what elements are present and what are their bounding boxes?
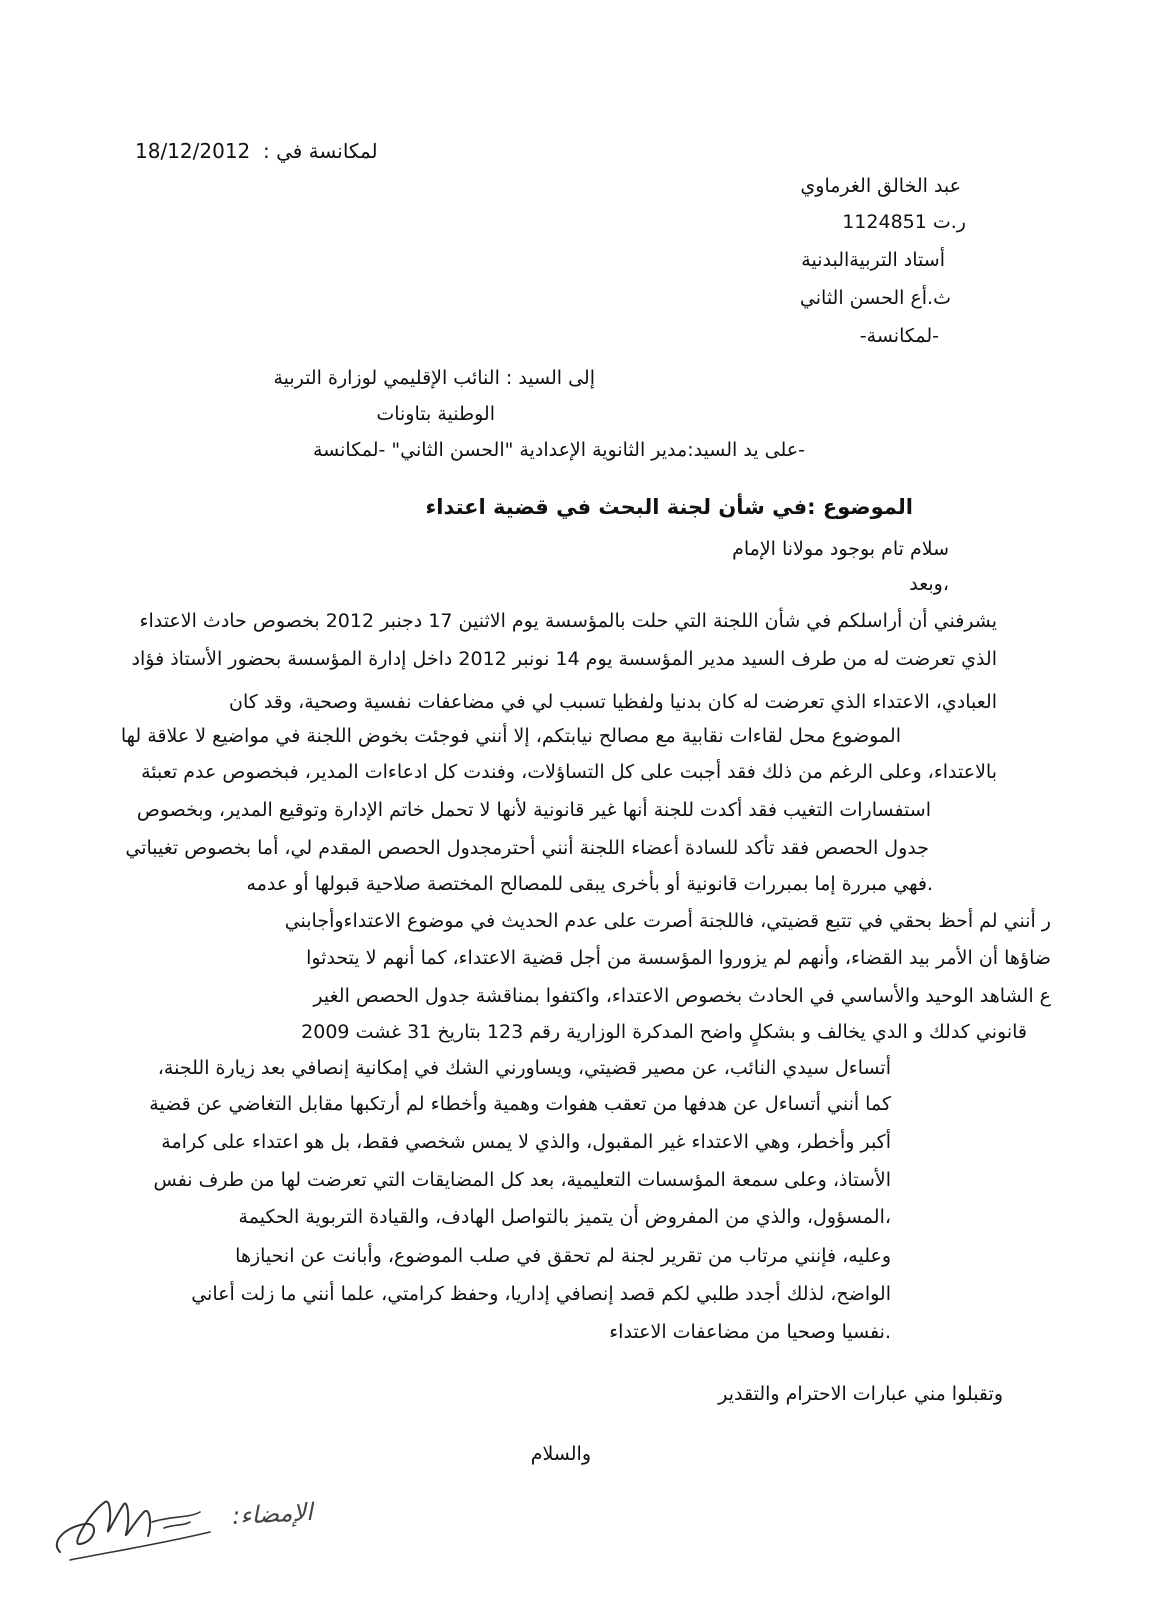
body-line: وعليه، فإنني مرتاب من تقرير لجنة لم تحقق في صلب الموضوع، وأبانت عن انحيازها xyxy=(235,1245,891,1267)
signature-label: الإمضاء: xyxy=(231,1497,314,1531)
body-line: ع الشاهد الوحيد والأساسي في الحادث بخصوص الاعتداء، واكتفوا بمناقشة جدول الحصص الغير xyxy=(313,985,1051,1007)
body-line: الواضح، لذلك أجدد طلبي لكم قصد إنصافي إداريا، وحفظ كرامتي، علما أنني ما زلت أعاني xyxy=(191,1283,891,1305)
opening: ،وبعد xyxy=(909,573,949,595)
body-line: جدول الحصص فقد تأكد للسادة أعضاء اللجنة أنني أحترمجدول الحصص المقدم لي، أما بخصوص تغيباتي xyxy=(125,837,929,859)
date-value: 18/12/2012 xyxy=(135,139,251,163)
body-line: أكبر وأخطر، وهي الاعتداء غير المقبول، والذي لا يمس شخصي فقط، بل هو اعتداء على كرامة xyxy=(161,1131,891,1153)
body-line: الموضوع محل لقاءات نقابية مع مصالح نيابتكم، إلا أنني فوجئت بخوض اللجنة في مواضيع لا علاقة لها xyxy=(120,725,901,747)
body-line: بالاعتداء، وعلى الرغم من ذلك فقد أجبت على كل التساؤلات، وفندت كل ادعاءات المدير، فبخصوص عدم تعبئة xyxy=(141,761,997,783)
subject-line: الموضوع :في شأن لجنة البحث في قضية اعتداء xyxy=(425,495,913,519)
body-line: ر أنني لم أحظ بحقي في تتبع قضيتي، فاللجنة أصرت على عدم الحديث في موضوع الاعتداءوأجابني xyxy=(284,910,1051,932)
body-line: ،المسؤول، والذي من المفروض أن يتميز بالتواصل الهادف، والقيادة التربوية الحكيمة xyxy=(238,1206,891,1228)
body-line: يشرفني أن أراسلكم في شأن اللجنة التي حلت بالمؤسسة يوم الاثنين 17 دجنبر 2012 بخصوص حادث الاعتداء xyxy=(139,610,997,632)
recipient-line-3: -على يد السيد:مدير الثانوية الإعدادية "الحسن الثاني" -لمكانسة xyxy=(313,439,805,461)
body-line: قانوني كدلك و الدي يخالف و بشكلٍ واضح المدكرة الوزارية رقم 123 بتاريخ 31 غشت 2009 xyxy=(301,1021,1027,1043)
closing-line: وتقبلوا مني عبارات الاحترام والتقدير xyxy=(718,1383,1003,1405)
sender-school: ث.أع الحسن الثاني xyxy=(799,287,951,309)
sender-id: ر.ت 1124851 xyxy=(842,211,966,233)
body-line: .فهي مبررة إما بمبررات قانونية أو بأخرى يبقى للمصالح المختصة صلاحية قبولها أو عدمه xyxy=(246,873,933,895)
sender-role: أستاد التربيةالبدنية xyxy=(801,249,945,271)
salam-line: والسلام xyxy=(530,1443,591,1465)
body-line: الذي تعرضت له من طرف السيد مدير المؤسسة يوم 14 نونبر 2012 داخل إدارة المؤسسة بحضور الأستاذ فؤاد xyxy=(131,648,997,670)
body-line: ضاؤها أن الأمر بيد القضاء، وأنهم لم يزوروا المؤسسة من أجل قضية الاعتداء، كما أنهم لا يتحدثوا xyxy=(306,947,1051,969)
date-line xyxy=(135,137,378,165)
recipient-line-2: الوطنية بتاونات xyxy=(376,403,495,425)
body-line: .نفسيا وصحيا من مضاعفات الاعتداء xyxy=(609,1321,891,1343)
body-line: أتساءل سيدي النائب، عن مصير قضيتي، ويساورني الشك في إمكانية إنصافي بعد زيارة اللجنة، xyxy=(157,1057,891,1079)
greeting: سلام تام بوجود مولانا الإمام xyxy=(732,538,949,560)
handwritten-signature xyxy=(40,1482,240,1572)
date-label: لمكانسة في : xyxy=(263,139,378,163)
sender-name: عبد الخالق الغرماوي xyxy=(800,175,961,197)
body-line: استفسارات التغيب فقد أكدت للجنة أنها غير قانونية لأنها لا تحمل خاتم الإدارة وتوقيع المدير، وبخصوص xyxy=(136,799,931,821)
body-line: الأستاذ، وعلى سمعة المؤسسات التعليمية، بعد كل المضايقات التي تعرضت لها من طرف نفس xyxy=(153,1169,891,1191)
body-line: كما أنني أتساءل عن هدفها من تعقب هفوات وهمية وأخطاء لم أرتكبها مقابل التغاضي عن قضية xyxy=(149,1093,891,1115)
recipient-line-1: إلى السيد : النائب الإقليمي لوزارة التربية xyxy=(273,367,595,389)
body-line: العبادي، الاعتداء الذي تعرضت له كان بدنيا ولفظيا تسبب لي في مضاعفات نفسية وصحية، وقد كان xyxy=(229,691,997,713)
sender-city: -لمكانسة- xyxy=(859,325,939,347)
